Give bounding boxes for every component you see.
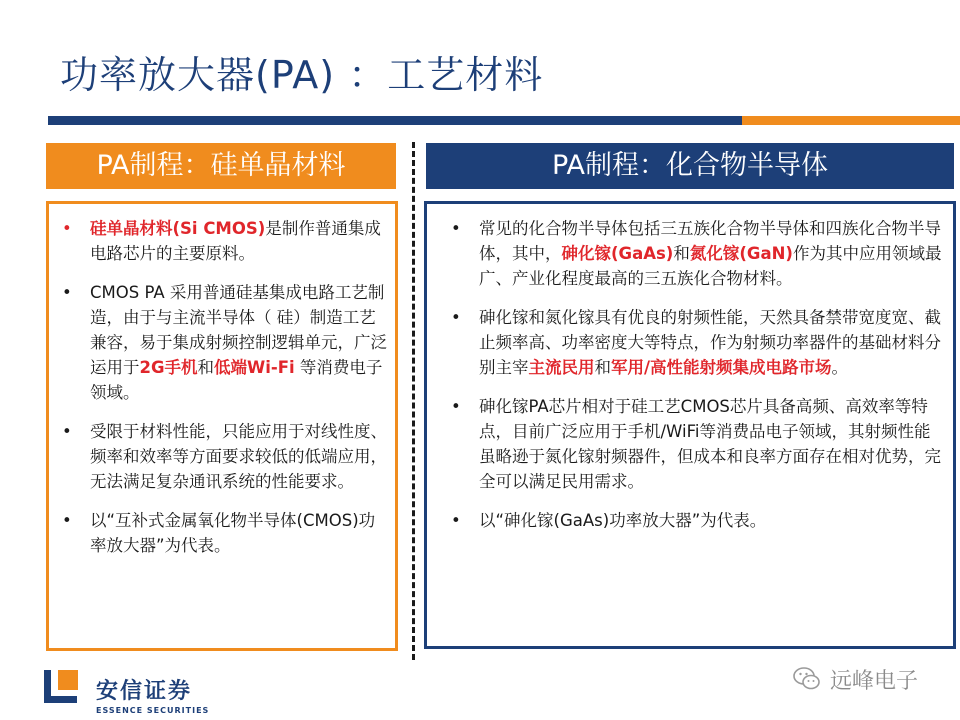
wechat-icon <box>792 664 822 694</box>
body-text: 和 <box>673 244 690 263</box>
left-bullet-item <box>62 508 387 558</box>
right-bullet-item <box>451 216 943 291</box>
highlight-text: 主流民用 <box>528 358 595 377</box>
highlight-text: 氮化镓(GaN) <box>689 244 793 263</box>
body-text: 和 <box>197 358 215 377</box>
right-content-box <box>424 201 956 649</box>
body-text: 等消费电子领域。 <box>90 358 383 402</box>
bullet-icon: • <box>62 219 72 238</box>
right-bullet-item <box>451 305 943 380</box>
body-text: 砷化镓PA芯片相对于硅工艺CMOS芯片具备高频、高效率等特点，目前广泛应用于手机/WiFi等消费品电子领域，其射频性能虽略逊于氮化镓射频器件，但成本和良率方面存在相对优势，完全可以满足民用需求。 <box>479 397 941 491</box>
brand-name-cn: 安信证券 <box>96 679 193 704</box>
body-text: 是制作普通集成电路芯片的主要原料。 <box>90 219 381 263</box>
left-bullet-item <box>62 280 387 405</box>
right-bullet-item <box>451 394 943 494</box>
left-column-heading: PA制程：硅单晶材料 <box>46 143 396 189</box>
bullet-icon: • <box>62 422 72 441</box>
left-bullet-list <box>49 204 395 558</box>
watermark-text: 远峰电子 <box>830 668 919 694</box>
right-column-heading: PA制程：化合物半导体 <box>426 143 954 189</box>
bullet-icon: • <box>451 308 461 327</box>
body-text: 常见的化合物半导体包括三五族化合物半导体和四族化合物半导体，其中， <box>479 219 941 263</box>
bullet-icon: • <box>62 283 72 302</box>
body-text: 。 <box>831 358 849 377</box>
bullet-icon: • <box>62 511 72 530</box>
body-text: 作为其中应用领域最广、产业化程度最高的三五族化合物材料。 <box>479 244 942 288</box>
highlight-text: 2G手机 <box>139 358 198 377</box>
watermark <box>792 661 918 697</box>
left-bullet-item <box>62 419 387 494</box>
bullet-icon: • <box>451 219 461 238</box>
logo-square-shape <box>58 670 78 690</box>
bullet-icon: • <box>451 511 461 530</box>
body-text: 和 <box>594 358 611 377</box>
logo-icon <box>44 670 84 710</box>
highlight-text: 硅单晶材料(Si CMOS) <box>90 219 266 238</box>
body-text: 砷化镓和氮化镓具有优良的射频性能，天然具备禁带宽度宽、截止频率高、功率密度大等特点，作为射频功率器件的基础材料分别主宰 <box>479 308 941 377</box>
highlight-text: 军用/高性能射频集成电路市场 <box>611 358 832 377</box>
title-rule-blue <box>48 116 742 125</box>
column-divider <box>412 142 415 660</box>
right-bullet-item <box>451 508 943 533</box>
bullet-icon: • <box>451 397 461 416</box>
page-title: 功率放大器(PA) ：工艺材料 <box>60 53 544 97</box>
left-bullet-item <box>62 216 387 266</box>
body-text: 以“互补式金属氧化物半导体(CMOS)功率放大器”为代表。 <box>90 511 376 555</box>
body-text: 受限于材料性能，只能应用于对线性度、频率和效率等方面要求较低的低端应用，无法满足复杂通讯系统的性能要求。 <box>90 422 387 491</box>
left-content-box <box>46 201 398 651</box>
brand-name-en: ESSENCE SECURITIES <box>96 706 210 715</box>
body-text: CMOS PA 采用普通硅基集成电路工艺制造，由于与主流半导体（ 硅）制造工艺兼容，易于集成射频控制逻辑单元，广泛运用于 <box>90 283 387 377</box>
highlight-text: 低端Wi-Fi <box>214 358 295 377</box>
title-rule-orange <box>742 116 960 125</box>
body-text: 以“砷化镓(GaAs)功率放大器”为代表。 <box>479 511 767 530</box>
highlight-text: 砷化镓(GaAs) <box>561 244 674 263</box>
right-bullet-list <box>427 204 953 533</box>
